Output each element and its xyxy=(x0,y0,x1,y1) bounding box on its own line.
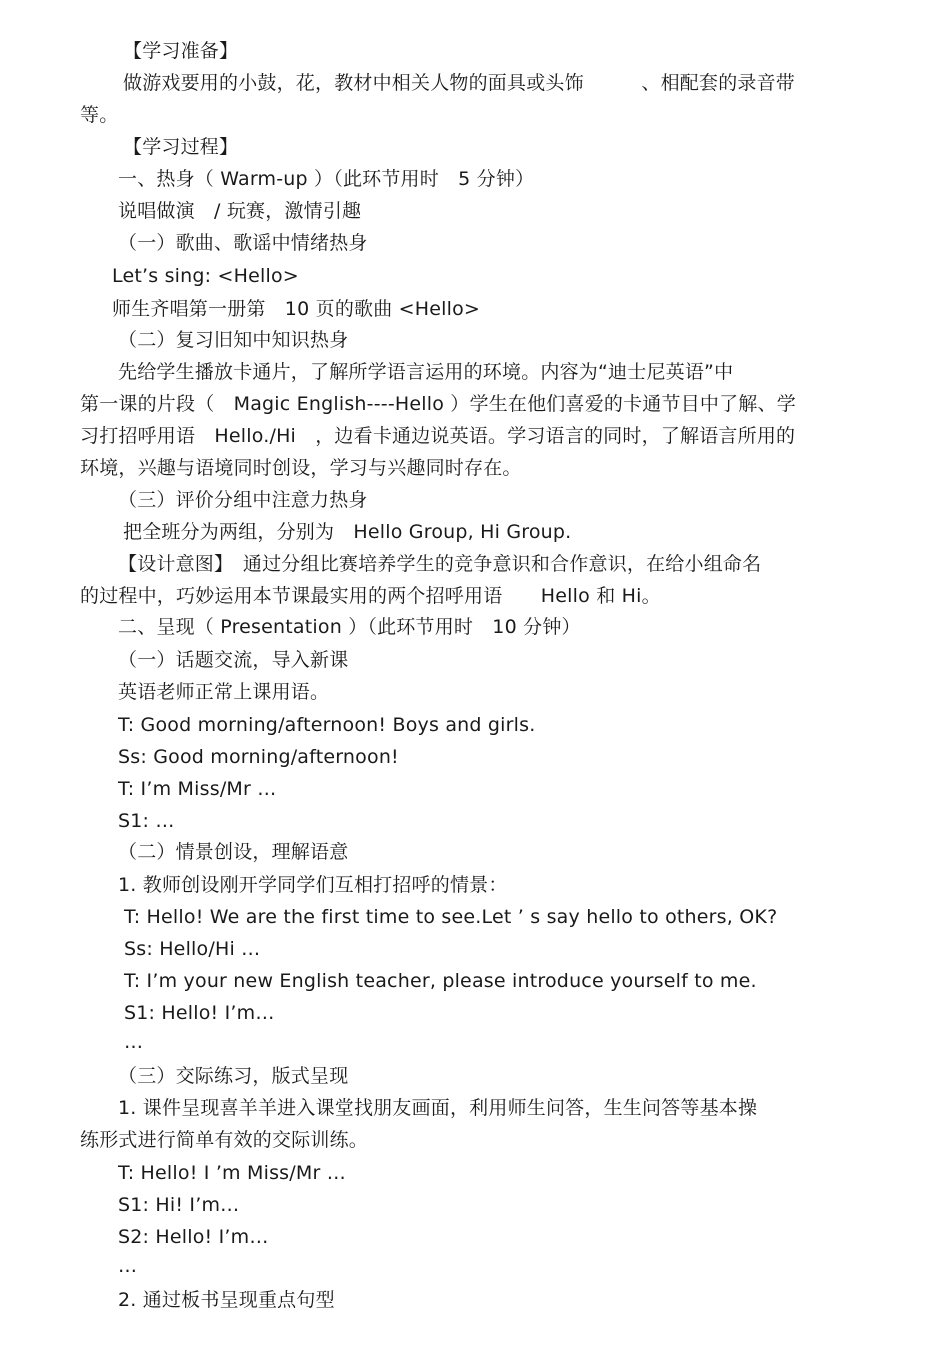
ellipsis-line: … xyxy=(124,1031,144,1053)
subsection-heading: （三）评价分组中注意力热身 xyxy=(118,489,368,511)
subsection-heading: （二）情景创设，理解语意 xyxy=(118,841,349,863)
heading-process: 【学习过程】 xyxy=(123,136,239,158)
paragraph-line: 的过程中，巧妙运用本节课最实用的两个招呼用语 Hello 和 Hi。 xyxy=(80,585,661,607)
list-item: 1. 教师创设刚开学同学们互相打招呼的情景： xyxy=(118,874,508,896)
dialogue-line: T: I’m Miss/Mr … xyxy=(118,778,277,800)
paragraph-line: 师生齐唱第一册第 10 页的歌曲 <Hello> xyxy=(112,298,481,320)
paragraph-line: 英语老师正常上课用语。 xyxy=(118,681,330,703)
list-item: 2. 通过板书呈现重点句型 xyxy=(118,1289,335,1311)
dialogue-line: S1: Hi! I’m… xyxy=(118,1194,240,1216)
dialogue-line: T: Hello! We are the first time to see.Let ’ s say hello to others, OK? xyxy=(124,906,778,928)
paragraph-line: 第一课的片段（ Magic English----Hello ）学生在他们喜爱的卡通节目中了解、学 xyxy=(80,393,796,415)
subsection-heading: （一）歌曲、歌谣中情绪热身 xyxy=(118,232,368,254)
paragraph-line: 习打招呼用语 Hello./Hi ，边看卡通边说英语。学习语言的同时，了解语言所用的 xyxy=(80,425,796,447)
list-item: 1. 课件呈现喜羊羊进入课堂找朋友画面，利用师生问答，生生问答等基本操 xyxy=(118,1097,758,1119)
subsection-heading: （一）话题交流，导入新课 xyxy=(118,649,349,671)
paragraph-line: 做游戏要用的小鼓，花，教材中相关人物的面具或头饰 、相配套的录音带 xyxy=(123,72,796,94)
paragraph-line: Let’s sing: <Hello> xyxy=(112,265,299,287)
subsection-heading: （三）交际练习，版式呈现 xyxy=(118,1065,349,1087)
heading-preparation: 【学习准备】 xyxy=(123,40,239,62)
paragraph-line: 练形式进行简单有效的交际训练。 xyxy=(80,1129,369,1151)
dialogue-line: Ss: Hello/Hi … xyxy=(124,938,261,960)
section-heading-warmup: 一、热身（ Warm-up ）（此环节用时 5 分钟） xyxy=(118,168,535,190)
paragraph-line: 等。 xyxy=(80,104,119,126)
dialogue-line: T: Good morning/afternoon! Boys and girls. xyxy=(118,714,536,736)
paragraph-line: 把全班分为两组，分别为 Hello Group, Hi Group. xyxy=(123,521,572,543)
dialogue-line: S1: … xyxy=(118,810,175,832)
dialogue-line: Ss: Good morning/afternoon! xyxy=(118,746,399,768)
design-intent: 【设计意图】 通过分组比赛培养学生的竞争意识和合作意识，在给小组命名 xyxy=(118,553,762,575)
paragraph-line: 环境，兴趣与语境同时创设，学习与兴趣同时存在。 xyxy=(80,457,522,479)
dialogue-line: T: Hello! I ’m Miss/Mr … xyxy=(118,1162,346,1184)
subsection-heading: （二）复习旧知中知识热身 xyxy=(118,329,349,351)
dialogue-line: T: I’m your new English teacher, please introduce yourself to me. xyxy=(124,970,757,992)
paragraph-line: 说唱做演 / 玩赛，激情引趣 xyxy=(118,200,362,222)
paragraph-line: 先给学生播放卡通片，了解所学语言运用的环境。内容为“迪士尼英语”中 xyxy=(118,361,734,383)
section-heading-presentation: 二、呈现（ Presentation ）（此环节用时 10 分钟） xyxy=(118,616,581,638)
dialogue-line: S1: Hello! I’m… xyxy=(124,1002,275,1024)
dialogue-line: S2: Hello! I’m… xyxy=(118,1226,269,1248)
ellipsis-line: … xyxy=(118,1255,138,1277)
